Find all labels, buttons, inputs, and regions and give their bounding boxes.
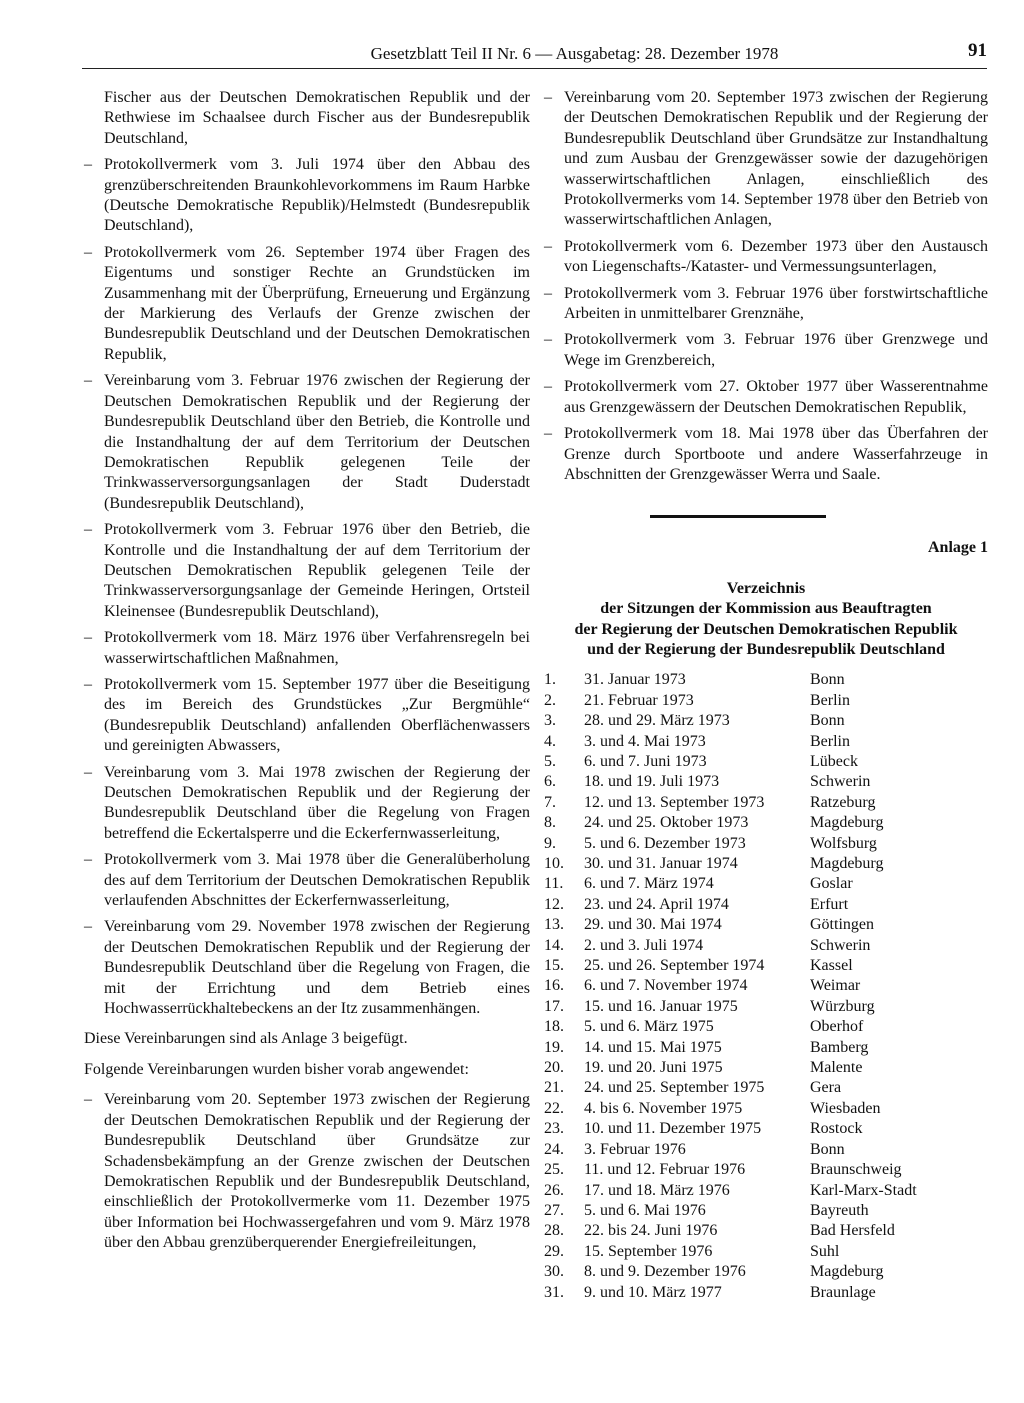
list-item bbox=[84, 1090, 530, 1253]
session-place: Berlin bbox=[810, 732, 850, 750]
list-item bbox=[84, 763, 530, 845]
session-number: 24. bbox=[544, 1140, 564, 1158]
session-number: 27. bbox=[544, 1201, 564, 1219]
session-date: 4. bis 6. November 1975 bbox=[584, 1099, 743, 1117]
dash-bullet: – bbox=[84, 851, 92, 869]
table-row bbox=[544, 1160, 944, 1180]
session-date: 17. und 18. März 1976 bbox=[584, 1181, 730, 1199]
session-date: 9. und 10. März 1977 bbox=[584, 1283, 722, 1301]
table-row bbox=[544, 854, 944, 874]
session-place: Weimar bbox=[810, 977, 861, 995]
session-number: 8. bbox=[544, 814, 556, 832]
dash-bullet: – bbox=[544, 331, 552, 349]
left-item-list bbox=[84, 155, 530, 1019]
list-item bbox=[84, 850, 530, 911]
list-item bbox=[84, 243, 530, 365]
table-row bbox=[544, 1242, 944, 1262]
session-date: 8. und 9. Dezember 1976 bbox=[584, 1263, 746, 1281]
session-place: Schwerin bbox=[810, 936, 871, 954]
page-number: 91 bbox=[968, 40, 987, 61]
list-item bbox=[544, 88, 988, 231]
session-date: 6. und 7. November 1974 bbox=[584, 977, 748, 995]
session-date: 29. und 30. Mai 1974 bbox=[584, 916, 722, 934]
session-place: Karl-Marx-Stadt bbox=[810, 1181, 917, 1199]
table-row bbox=[544, 1140, 944, 1160]
verzeichnis-title-line: und der Regierung der Bundesrepublik Deutschland bbox=[587, 640, 945, 658]
session-number: 12. bbox=[544, 895, 564, 913]
list-item-text: Protokollvermerk vom 18. Mai 1978 über das Überfahren der Grenze durch Sportboote und andere Wasserfahrzeuge in Abschnitten der Grenzgewässer Werra und Saale. bbox=[564, 425, 988, 483]
session-number: 3. bbox=[544, 712, 556, 730]
session-number: 31. bbox=[544, 1283, 564, 1301]
session-date: 3. Februar 1976 bbox=[584, 1140, 686, 1158]
session-date: 5. und 6. Dezember 1973 bbox=[584, 834, 746, 852]
table-row bbox=[544, 1099, 944, 1119]
list-item-text: Vereinbarung vom 3. Februar 1976 zwischen der Regierung der Deutschen Demokratischen Republik und der Regierung der Bundesrepublik Deutschland über den Betrieb, die Kontrolle und die Instandhaltung der auf dem Territorium der Deutschen Demokratischen Republik gelegenen Teile der Trinkwasserversorgungsanlagen der Stadt Duderstadt (Bundesrepublik Deutschland), bbox=[104, 372, 530, 512]
session-place: Bonn bbox=[810, 671, 845, 689]
session-number: 28. bbox=[544, 1222, 564, 1240]
left-item-list-2 bbox=[84, 1090, 530, 1253]
list-item-text: Protokollvermerk vom 3. Februar 1976 über den Betrieb, die Kontrolle und die Instandhaltung der auf dem Territorium der Deutschen Demokratischen Republik gelegenen Teile der Trinkwasserversorgungsanlage der Gemeinde Heringen, Ortsteil Kleinensee (Bundesrepublik Deutschland), bbox=[104, 521, 530, 620]
table-row bbox=[544, 1283, 944, 1303]
dash-bullet: – bbox=[544, 284, 552, 302]
session-place: Suhl bbox=[810, 1242, 840, 1260]
dash-bullet: – bbox=[84, 629, 92, 647]
dash-bullet: – bbox=[84, 675, 92, 693]
list-item-text: Protokollvermerk vom 26. September 1974 über Fragen des Eigentums und sonstiger Rechte an Grundstücken im Zusammenhang mit der Überprüfung, Erneuerung und Ergänzung der Markierung des Verlaufs der Grenze zwischen der Bundesrepublik Deutschland und der Deutschen Demokratischen Republik, bbox=[104, 243, 530, 363]
session-date: 6. und 7. Juni 1973 bbox=[584, 752, 707, 770]
session-place: Erfurt bbox=[810, 895, 849, 913]
paragraph-vorab: Folgende Vereinbarungen wurden bisher vorab angewendet: bbox=[84, 1060, 469, 1078]
session-place: Bad Hersfeld bbox=[810, 1222, 895, 1240]
list-item bbox=[544, 377, 988, 418]
list-item-text: Protokollvermerk vom 3. Mai 1978 über die Generalüberholung des auf dem Territorium der Deutschen Demokratischen Republik verlaufenden Abschnittes der Eckerfernwasserleitung, bbox=[104, 851, 530, 910]
session-date: 12. und 13. September 1973 bbox=[584, 793, 765, 811]
session-place: Lübeck bbox=[810, 752, 858, 770]
table-row bbox=[544, 813, 944, 833]
session-number: 10. bbox=[544, 855, 564, 872]
table-row bbox=[544, 711, 944, 731]
list-item-text: Protokollvermerk vom 6. Dezember 1973 über den Austausch von Liegenschafts-/Kataster- und Vermessungsunterlagen, bbox=[564, 237, 988, 276]
session-date: 30. und 31. Januar 1974 bbox=[584, 855, 738, 872]
table-row bbox=[544, 1017, 944, 1037]
list-item-text: Protokollvermerk vom 3. Juli 1974 über den Abbau des grenzüberschreitenden Braunkohlevorkommens im Raum Harbke (Deutsche Demokratische Republik)/Helmstedt (Bundesrepublik Deutschland), bbox=[104, 156, 530, 235]
list-item bbox=[84, 155, 530, 237]
session-date: 24. und 25. September 1975 bbox=[584, 1079, 765, 1097]
table-row bbox=[544, 691, 944, 711]
session-number: 4. bbox=[544, 732, 556, 750]
session-number: 17. bbox=[544, 997, 564, 1015]
list-item-text: Vereinbarung vom 29. November 1978 zwischen der Regierung der Deutschen Demokratischen Republik und der Regierung der Bundesrepublik Deutschland über die Regelung von Fragen, die mit der Errichtung und dem Betrieb eines Hochwasserrückhaltebeckens an der Itz zusammenhängen. bbox=[104, 918, 530, 1018]
session-date: 19. und 20. Juni 1975 bbox=[584, 1059, 723, 1077]
session-date: 25. und 26. September 1974 bbox=[584, 957, 765, 975]
session-number: 19. bbox=[544, 1038, 564, 1056]
table-row bbox=[544, 915, 944, 935]
session-date: 5. und 6. März 1975 bbox=[584, 1018, 714, 1036]
session-place: Bamberg bbox=[810, 1038, 869, 1056]
session-number: 18. bbox=[544, 1018, 564, 1036]
session-place: Gera bbox=[810, 1079, 842, 1097]
session-number: 5. bbox=[544, 752, 556, 770]
session-place: Malente bbox=[810, 1059, 863, 1077]
table-row bbox=[544, 997, 944, 1017]
session-date: 28. und 29. März 1973 bbox=[584, 712, 730, 730]
table-row bbox=[544, 1119, 944, 1139]
verzeichnis-title bbox=[544, 579, 988, 661]
session-date: 5. und 6. Mai 1976 bbox=[584, 1201, 706, 1219]
session-place: Berlin bbox=[810, 691, 850, 709]
list-item bbox=[544, 284, 988, 325]
session-date: 2. und 3. Juli 1974 bbox=[584, 936, 704, 954]
table-row bbox=[544, 1058, 944, 1078]
session-date: 21. Februar 1973 bbox=[584, 691, 694, 709]
continuation-paragraph: Fischer aus der Deutschen Demokratischen Republik und der Rethwiese im Schaalsee durch Fischer aus der Bundesrepublik Deutschland, bbox=[104, 89, 530, 147]
table-row bbox=[544, 956, 944, 976]
dash-bullet: – bbox=[544, 378, 552, 396]
anlage-label: Anlage 1 bbox=[928, 539, 988, 557]
list-item bbox=[84, 675, 530, 757]
session-number: 20. bbox=[544, 1059, 564, 1077]
verzeichnis-title-line: der Sitzungen der Kommission aus Beauftragten bbox=[600, 600, 932, 618]
session-place: Wiesbaden bbox=[810, 1099, 881, 1117]
session-date: 31. Januar 1973 bbox=[584, 671, 686, 689]
table-row bbox=[544, 793, 944, 813]
session-place: Ratzeburg bbox=[810, 793, 876, 811]
session-place: Bonn bbox=[810, 712, 845, 730]
session-number: 2. bbox=[544, 691, 556, 709]
session-date: 15. und 16. Januar 1975 bbox=[584, 997, 738, 1015]
session-number: 1. bbox=[544, 671, 556, 689]
table-row bbox=[544, 976, 944, 996]
session-place: Magdeburg bbox=[810, 1263, 884, 1281]
session-place: Braunschweig bbox=[810, 1161, 902, 1179]
session-number: 30. bbox=[544, 1263, 564, 1281]
table-row bbox=[544, 670, 944, 690]
dash-bullet: – bbox=[84, 156, 92, 174]
table-row bbox=[544, 834, 944, 854]
table-row bbox=[544, 1262, 944, 1282]
session-place: Bayreuth bbox=[810, 1201, 869, 1219]
sessions-table bbox=[544, 670, 944, 1303]
list-item-text: Protokollvermerk vom 15. September 1977 über die Beseitigung des im Bereich des Grundstückes „Zur Bergmühle“ (Bundesrepublik Deutschland) anfallenden Oberflächenwassers und gereinigten Abwassers, bbox=[104, 675, 530, 755]
session-date: 23. und 24. April 1974 bbox=[584, 895, 729, 913]
left-column bbox=[84, 88, 530, 1260]
session-place: Bonn bbox=[810, 1140, 845, 1158]
session-number: 26. bbox=[544, 1181, 564, 1199]
session-place: Magdeburg bbox=[810, 855, 884, 872]
session-place: Oberhof bbox=[810, 1018, 864, 1036]
table-row bbox=[544, 936, 944, 956]
list-item bbox=[84, 371, 530, 514]
list-item bbox=[544, 237, 988, 278]
page-header bbox=[82, 40, 987, 69]
session-date: 6. und 7. März 1974 bbox=[584, 875, 714, 893]
session-date: 11. und 12. Februar 1976 bbox=[584, 1161, 746, 1179]
list-item-text: Vereinbarung vom 3. Mai 1978 zwischen der Regierung der Deutschen Demokratischen Republik und der Regierung der Bundesrepublik Deutschland über die Regelung von Fragen betreffend die Eckertalsperre und die Eckerfernwasserleitung, bbox=[104, 763, 530, 842]
list-item-text: Protokollvermerk vom 3. Februar 1976 über forstwirtschaftliche Arbeiten in unmittelbarer Grenznähe, bbox=[564, 284, 988, 323]
session-number: 6. bbox=[544, 773, 556, 791]
table-row bbox=[544, 895, 944, 915]
session-date: 3. und 4. Mai 1973 bbox=[584, 732, 706, 750]
list-item-text: Protokollvermerk vom 27. Oktober 1977 über Wasserentnahme aus Grenzgewässern der Deutschen Demokratischen Republik, bbox=[564, 378, 988, 416]
dash-bullet: – bbox=[84, 763, 92, 781]
session-place: Wolfsburg bbox=[810, 834, 877, 852]
verzeichnis-title-line: der Regierung der Deutschen Demokratischen Republik bbox=[574, 620, 958, 638]
dash-bullet: – bbox=[84, 1091, 92, 1109]
dash-bullet: – bbox=[544, 425, 552, 443]
list-item-text: Vereinbarung vom 20. September 1973 zwischen der Regierung der Deutschen Demokratischen Republik und der Regierung der Bundesrepublik Deutschland über Grundsätze zur Schadensbekämpfung an der Grenze zwischen der Deutschen Demokratischen Republik und der Bundesrepublik Deutschland, einschließlich der Protokollvermerke vom 11. Dezember 1975 über Information bei Hochwassergefahren und vom 9. März 1978 über den Abbau grenzüberquerender Energiefreileitungen, bbox=[104, 1091, 530, 1252]
session-date: 22. bis 24. Juni 1976 bbox=[584, 1222, 718, 1240]
table-row bbox=[544, 772, 944, 792]
session-number: 15. bbox=[544, 957, 564, 975]
session-number: 23. bbox=[544, 1120, 564, 1138]
session-number: 29. bbox=[544, 1242, 564, 1260]
list-item bbox=[84, 917, 530, 1019]
list-item-text: Protokollvermerk vom 18. März 1976 über Verfahrensregeln bei wasserwirtschaftlichen Maßnahmen, bbox=[104, 629, 530, 667]
dash-bullet: – bbox=[84, 372, 92, 390]
session-place: Göttingen bbox=[810, 916, 874, 934]
session-number: 16. bbox=[544, 977, 564, 995]
session-number: 21. bbox=[544, 1079, 564, 1097]
session-number: 11. bbox=[544, 875, 564, 893]
session-date: 18. und 19. Juli 1973 bbox=[584, 773, 720, 791]
table-row bbox=[544, 1078, 944, 1098]
table-row bbox=[544, 752, 944, 772]
session-place: Goslar bbox=[810, 875, 853, 893]
table-row bbox=[544, 874, 944, 894]
dash-bullet: – bbox=[84, 918, 92, 936]
session-place: Würzburg bbox=[810, 997, 875, 1015]
dash-bullet: – bbox=[544, 237, 552, 255]
list-item-text: Vereinbarung vom 20. September 1973 zwischen der Regierung der Deutschen Demokratischen Republik und der Regierung der Bundesrepublik Deutschland über Grundsätze zur Instandhaltung und zum Ausbau der Grenzgewässer sowie der dazugehörigen wasserwirtschaftlichen Anlagen, einschließlich des Protokollvermerks vom 14. September 1978 über den Betrieb von wasserwirtschaftlichen Anlagen, bbox=[564, 89, 988, 229]
session-number: 13. bbox=[544, 916, 564, 934]
session-number: 9. bbox=[544, 834, 556, 852]
list-item bbox=[544, 330, 988, 371]
verzeichnis-title-line: Verzeichnis bbox=[726, 579, 806, 597]
session-date: 24. und 25. Oktober 1973 bbox=[584, 814, 749, 832]
session-place: Kassel bbox=[810, 957, 853, 975]
dash-bullet: – bbox=[84, 243, 92, 261]
list-item-text: Protokollvermerk vom 3. Februar 1976 über Grenzwege und Wege im Grenzbereich, bbox=[564, 331, 988, 369]
session-date: 15. September 1976 bbox=[584, 1242, 713, 1260]
table-row bbox=[544, 1038, 944, 1058]
table-row bbox=[544, 732, 944, 752]
session-place: Braunlage bbox=[810, 1283, 876, 1301]
session-number: 7. bbox=[544, 793, 556, 811]
session-number: 14. bbox=[544, 936, 564, 954]
list-item bbox=[544, 424, 988, 485]
session-number: 22. bbox=[544, 1099, 564, 1117]
dash-bullet: – bbox=[544, 89, 552, 106]
table-row bbox=[544, 1221, 944, 1241]
table-row bbox=[544, 1181, 944, 1201]
session-date: 14. und 15. Mai 1975 bbox=[584, 1038, 722, 1056]
right-item-list bbox=[544, 88, 988, 485]
session-place: Magdeburg bbox=[810, 814, 884, 832]
list-item bbox=[84, 628, 530, 669]
section-divider bbox=[650, 515, 826, 518]
session-date: 10. und 11. Dezember 1975 bbox=[584, 1120, 762, 1138]
session-number: 25. bbox=[544, 1161, 564, 1179]
list-item bbox=[84, 520, 530, 622]
paragraph-anlage-3: Diese Vereinbarungen sind als Anlage 3 beigefügt. bbox=[84, 1030, 408, 1048]
session-place: Rostock bbox=[810, 1120, 863, 1138]
right-column bbox=[544, 88, 988, 1303]
header-title: Gesetzblatt Teil II Nr. 6 — Ausgabetag: 28. Dezember 1978 bbox=[370, 44, 779, 63]
table-row bbox=[544, 1201, 944, 1221]
session-place: Schwerin bbox=[810, 773, 871, 791]
dash-bullet: – bbox=[84, 521, 92, 539]
